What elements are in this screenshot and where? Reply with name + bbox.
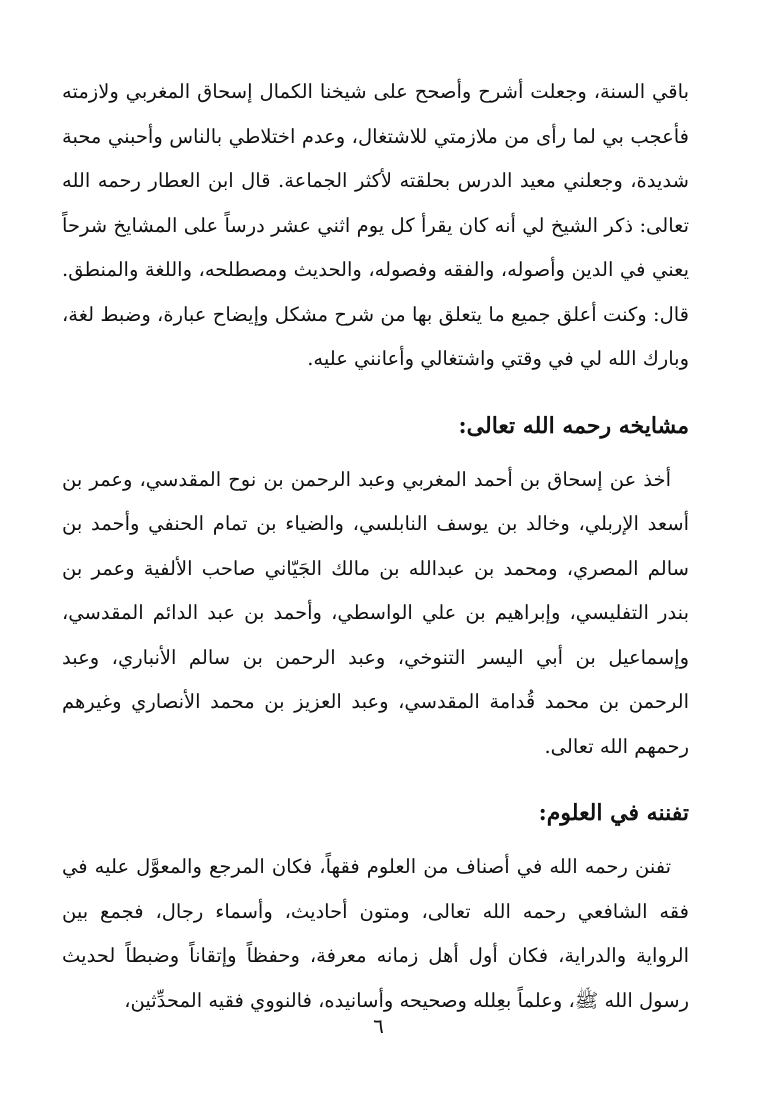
teachers-heading: مشايخه رحمه الله تعالى: (458, 412, 689, 439)
intro-paragraph: باقي السنة، وجعلت أشرح وأصحح على شيخنا الكمال إسحاق المغربي ولازمته فأعجب بي لما رأى من ملازمتي للاشتغال، وعدم اختلاطي بالناس وأحبني محبة شديدة، وجعلني معيد الدرس بحلقته لأكثر الجماعة. قال ابن العطار رحمه الله تعالى: ذكر الشيخ لي أنه كان يقرأ كل يوم اثني عشر درساً على المشايخ شرحاً يعني في الدين وأصوله، والفقه وفصوله، والحديث ومصطلحه، واللغة والمنطق. قال: وكنت أعلق جميع ما يتعلق بها من شرح مشكل وإيضاح عبارة، وضبط لغة، وبارك الله لي في وقتي واشتغالي وأعانني عليه. (62, 80, 689, 370)
teachers-paragraph: أخذ عن إسحاق بن أحمد المغربي وعبد الرحمن بن نوح المقدسي، وعمر بن أسعد الإربلي، وخالد بن يوسف النابلسي، والضياء بن تمام الحنفي وأحمد بن سالم المصري، ومحمد بن عبدالله بن مالك الجَيّاني صاحب الألفية وعمر بن بندر التفليسي، وإبراهيم بن علي الواسطي، وأحمد بن عبد الدائم المقدسي، وإسماعيل بن أبي اليسر التنوخي، وعبد الرحمن بن سالم الأنباري، وعبد الرحمن بن محمد قُدامة المقدسي، وعبد العزيز بن محمد الأنصاري وغيرهم رحمهم الله تعالى. (62, 467, 689, 758)
page-number: ٦ (373, 1014, 384, 1038)
page-content (62, 70, 689, 1023)
sciences-heading: تفننه في العلوم: (538, 800, 689, 826)
sciences-paragraph: تفنن رحمه الله في أصناف من العلوم فقهاً، فكان المرجع والمعوَّل عليه في فقه الشافعي رحمه الله تعالى، ومتون أحاديث، وأسماء رجال، فجمع بين الرواية والدراية، فكان أول أهل زمانه معرفة، وحفظاً وإتقاناً وضبطاً لحديث رسول الله ﷺ، وعلماً بعِلله وصحيحه وأسانيده، فالنووي فقيه المحدِّثين، (62, 855, 689, 1012)
